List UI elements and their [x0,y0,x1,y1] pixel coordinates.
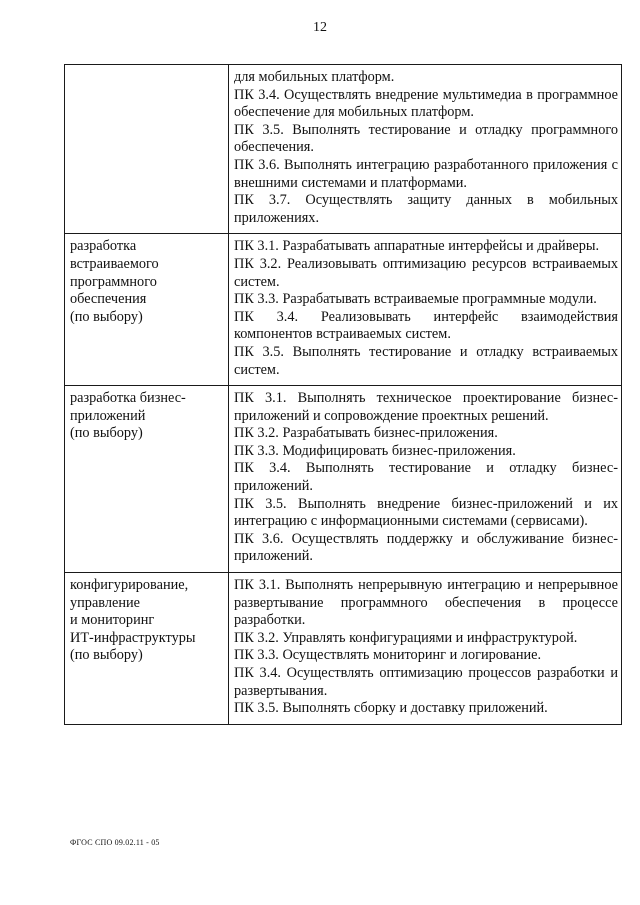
competency-item: ПК 3.1. Разрабатывать аппаратные интерфейсы и драйверы. [234,238,600,255]
table-row [65,386,622,573]
competency-item: ПК 3.6. Осуществлять поддержку и обслуживание бизнес-приложений. [234,530,618,565]
competency-item: ПК 3.3. Разрабатывать встраиваемые программные модули. [234,291,597,308]
competency-item: ПК 3.2. Управлять конфигурациями и инфраструктурой. [234,629,578,646]
competency-item: ПК 3.4. Выполнять тестирование и отладку бизнес-приложений. [234,460,618,495]
table-row [65,65,622,234]
competency-item: ПК 3.7. Осуществлять защиту данных в мобильных приложениях. [234,192,618,226]
competency-item: ПК 3.2. Реализовывать оптимизацию ресурсов встраиваемых систем. [234,255,618,290]
specialization-line: управление [70,594,140,611]
specialization-cell [65,234,229,386]
competency-item: ПК 3.5. Выполнять сборку и доставку приложений. [234,700,548,717]
competencies-cell [229,573,622,725]
specialization-line: обеспечения [70,291,147,308]
specialization-cell [65,386,229,573]
page-number: 12 [313,20,327,35]
specialization-line: конфигурирование, [70,577,189,594]
competency-item: ПК 3.5. Выполнять тестирование и отладку встраиваемых систем. [234,343,618,378]
specialization-line: встраиваемого [70,255,159,272]
specialization-line: и мониторинг [70,612,155,629]
competency-item: ПК 3.5. Выполнять внедрение бизнес-приложений и их интеграцию с информационными системами (сервисами). [234,495,618,530]
specialization-line: (по выбору) [70,308,143,325]
table-row [65,573,622,725]
competency-item: ПК 3.1. Выполнять непрерывную интеграцию и непрерывное развертывание программного обеспечения в процессе разработки. [234,577,618,629]
competency-item: ПК 3.1. Выполнять техническое проектирование бизнес-приложений и сопровождение проектных решений. [234,390,618,424]
specialization-line: ИТ-инфраструктуры [70,629,196,646]
competency-item: для мобильных платформ. [234,69,395,85]
specialization-cell [65,65,229,234]
specialization-line: разработка [70,238,137,255]
competency-item: ПК 3.3. Модифицировать бизнес-приложения. [234,442,516,459]
competency-item: ПК 3.4. Реализовывать интерфейс взаимодействия компонентов встраиваемых систем. [234,308,618,343]
specialization-line: (по выбору) [70,425,143,442]
specialization-line: разработка бизнес- [70,390,186,407]
competency-item: ПК 3.4. Осуществлять внедрение мультимедиа в программное обеспечение для мобильных платформ. [234,86,618,121]
competencies-cell [229,386,622,573]
document-footer: ФГОС СПО 09.02.11 - 05 [70,838,160,847]
competencies-cell [229,234,622,386]
competency-item: ПК 3.2. Разрабатывать бизнес-приложения. [234,425,498,442]
competency-item: ПК 3.6. Выполнять интеграцию разработанного приложения с внешними системами и платформами. [234,156,618,191]
competency-item: ПК 3.3. Осуществлять мониторинг и логирование. [234,647,542,664]
specialization-line: приложений [70,407,146,424]
competencies-table [64,64,622,725]
table-row [65,234,622,386]
competency-item: ПК 3.4. Осуществлять оптимизацию процессов разработки и развертывания. [234,665,618,699]
specialization-line: программного [70,273,157,290]
competencies-cell [229,65,622,234]
competency-item: ПК 3.5. Выполнять тестирование и отладку программного обеспечения. [234,121,618,156]
specialization-line: (по выбору) [70,647,143,664]
specialization-cell [65,573,229,725]
